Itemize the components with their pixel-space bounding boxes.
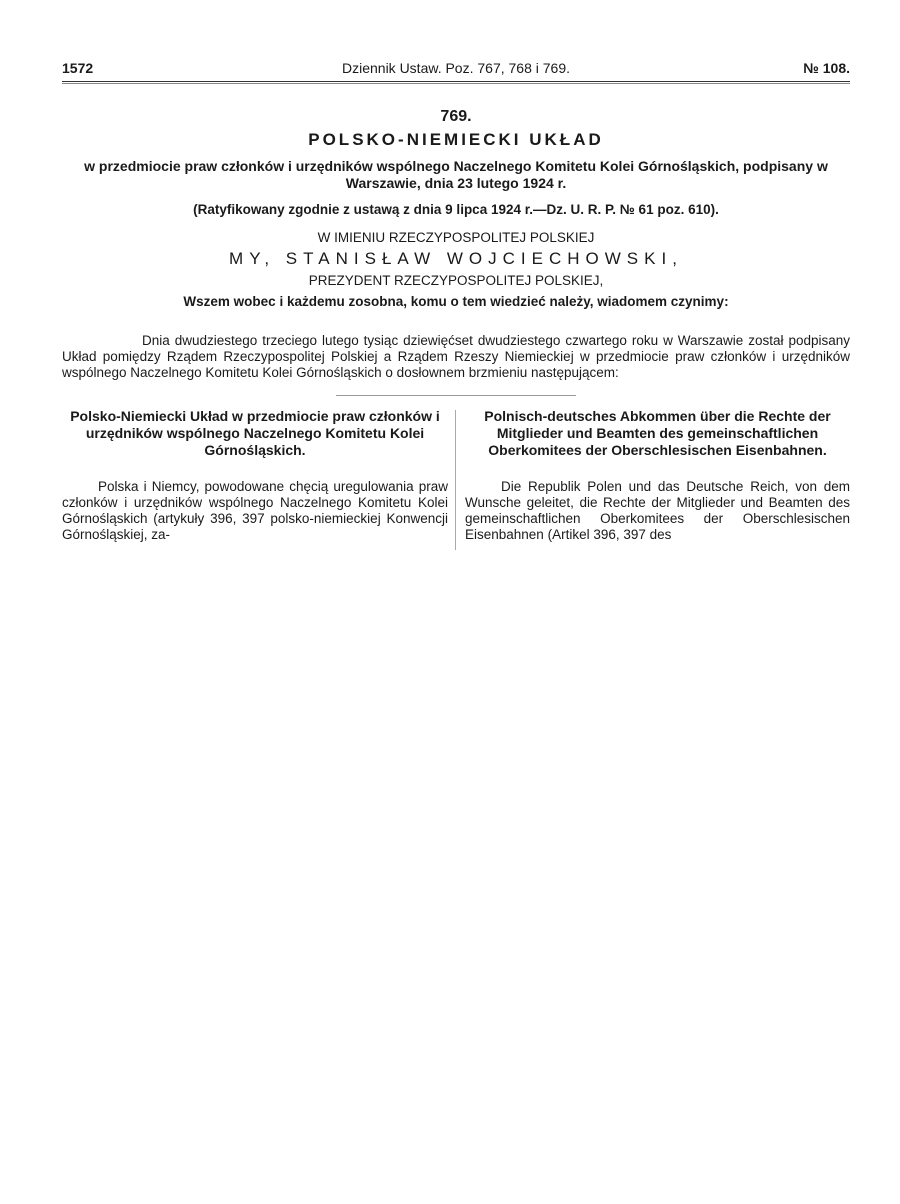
document-title: POLSKO-NIEMIECKI UKŁAD [308, 130, 604, 149]
proclamation [62, 294, 850, 309]
position-number: 769. [440, 108, 472, 125]
document-subtitle: w przedmiocie praw członków i urzędników wspólnego Naczelnego Komitetu Kolei Górnośląskich, podpisany w Warszawie, dnia 23 lutego 1924 r. [84, 158, 828, 191]
polish-column-body: Polska i Niemcy, powodowane chęcią uregulowania praw członków i urzędników wspólnego Naczelnego Komitetu Kolei Górnośląskich (artykuły 396, 397 polsko-niemieckiej Konwencji Górnośląskiej, za- [62, 479, 448, 542]
page-number: 1572 [62, 60, 94, 76]
header-rule-secondary [62, 83, 850, 84]
column-separator [455, 410, 456, 550]
german-column-title: Polnisch-deutsches Abkommen über die Rechte der Mitglieder und Beamten des gemeinschaftlichen Oberkomitees der Oberschlesischen Eisenbahnen. [484, 408, 831, 458]
page-header [62, 58, 850, 80]
header-rule [62, 81, 850, 82]
ratification-note: (Ratyfikowany zgodnie z ustawą z dnia 9 lipca 1924 r.—Dz. U. R. P. № 61 poz. 610). [193, 202, 719, 217]
bilingual-columns [62, 408, 850, 568]
polish-column [62, 408, 448, 543]
section-divider [336, 395, 576, 396]
proclamation-text: Wszem wobec i każdemu zosobna, komu o tem wiedzieć należy, wiadomem czynimy: [183, 294, 729, 309]
president-name: MY, STANISŁAW WOJCIECHOWSKI, [229, 249, 683, 268]
intro-paragraph: Dnia dwudziestego trzeciego lutego tysiąc dziewięćset dwudziestego czwartego roku w Warszawie został podpisany Układ pomiędzy Rządem Rzeczypospolitej Polskiej a Rządem Rzeszy Niemieckiej w przedmiocie praw członków i urzędników wspólnego Naczelnego Komitetu Kolei Górnośląskich o dosłownem brzmieniu następującem: [62, 333, 850, 380]
in-name-of-republic: W IMIENIU RZECZYPOSPOLITEJ POLSKIEJ [317, 230, 595, 245]
german-column-body: Die Republik Polen und das Deutsche Reich, von dem Wunsche geleitet, die Rechte der Mitglieder und Beamten des gemeinschaftlichen Oberkomitees der Oberschlesischen Eisenbahnen (Artikel 396, 397 des [465, 479, 850, 542]
german-column [465, 408, 850, 543]
president-title: PREZYDENT RZECZYPOSPOLITEJ POLSKIEJ, [308, 273, 604, 288]
document-page [62, 58, 850, 568]
issue-number: № 108. [803, 60, 850, 76]
journal-reference: Dziennik Ustaw. Poz. 767, 768 i 769. [341, 60, 571, 76]
polish-column-title: Polsko-Niemiecki Układ w przedmiocie praw członków i urzędników wspólnego Naczelnego Komitetu Kolei Górnośląskich. [70, 408, 440, 458]
